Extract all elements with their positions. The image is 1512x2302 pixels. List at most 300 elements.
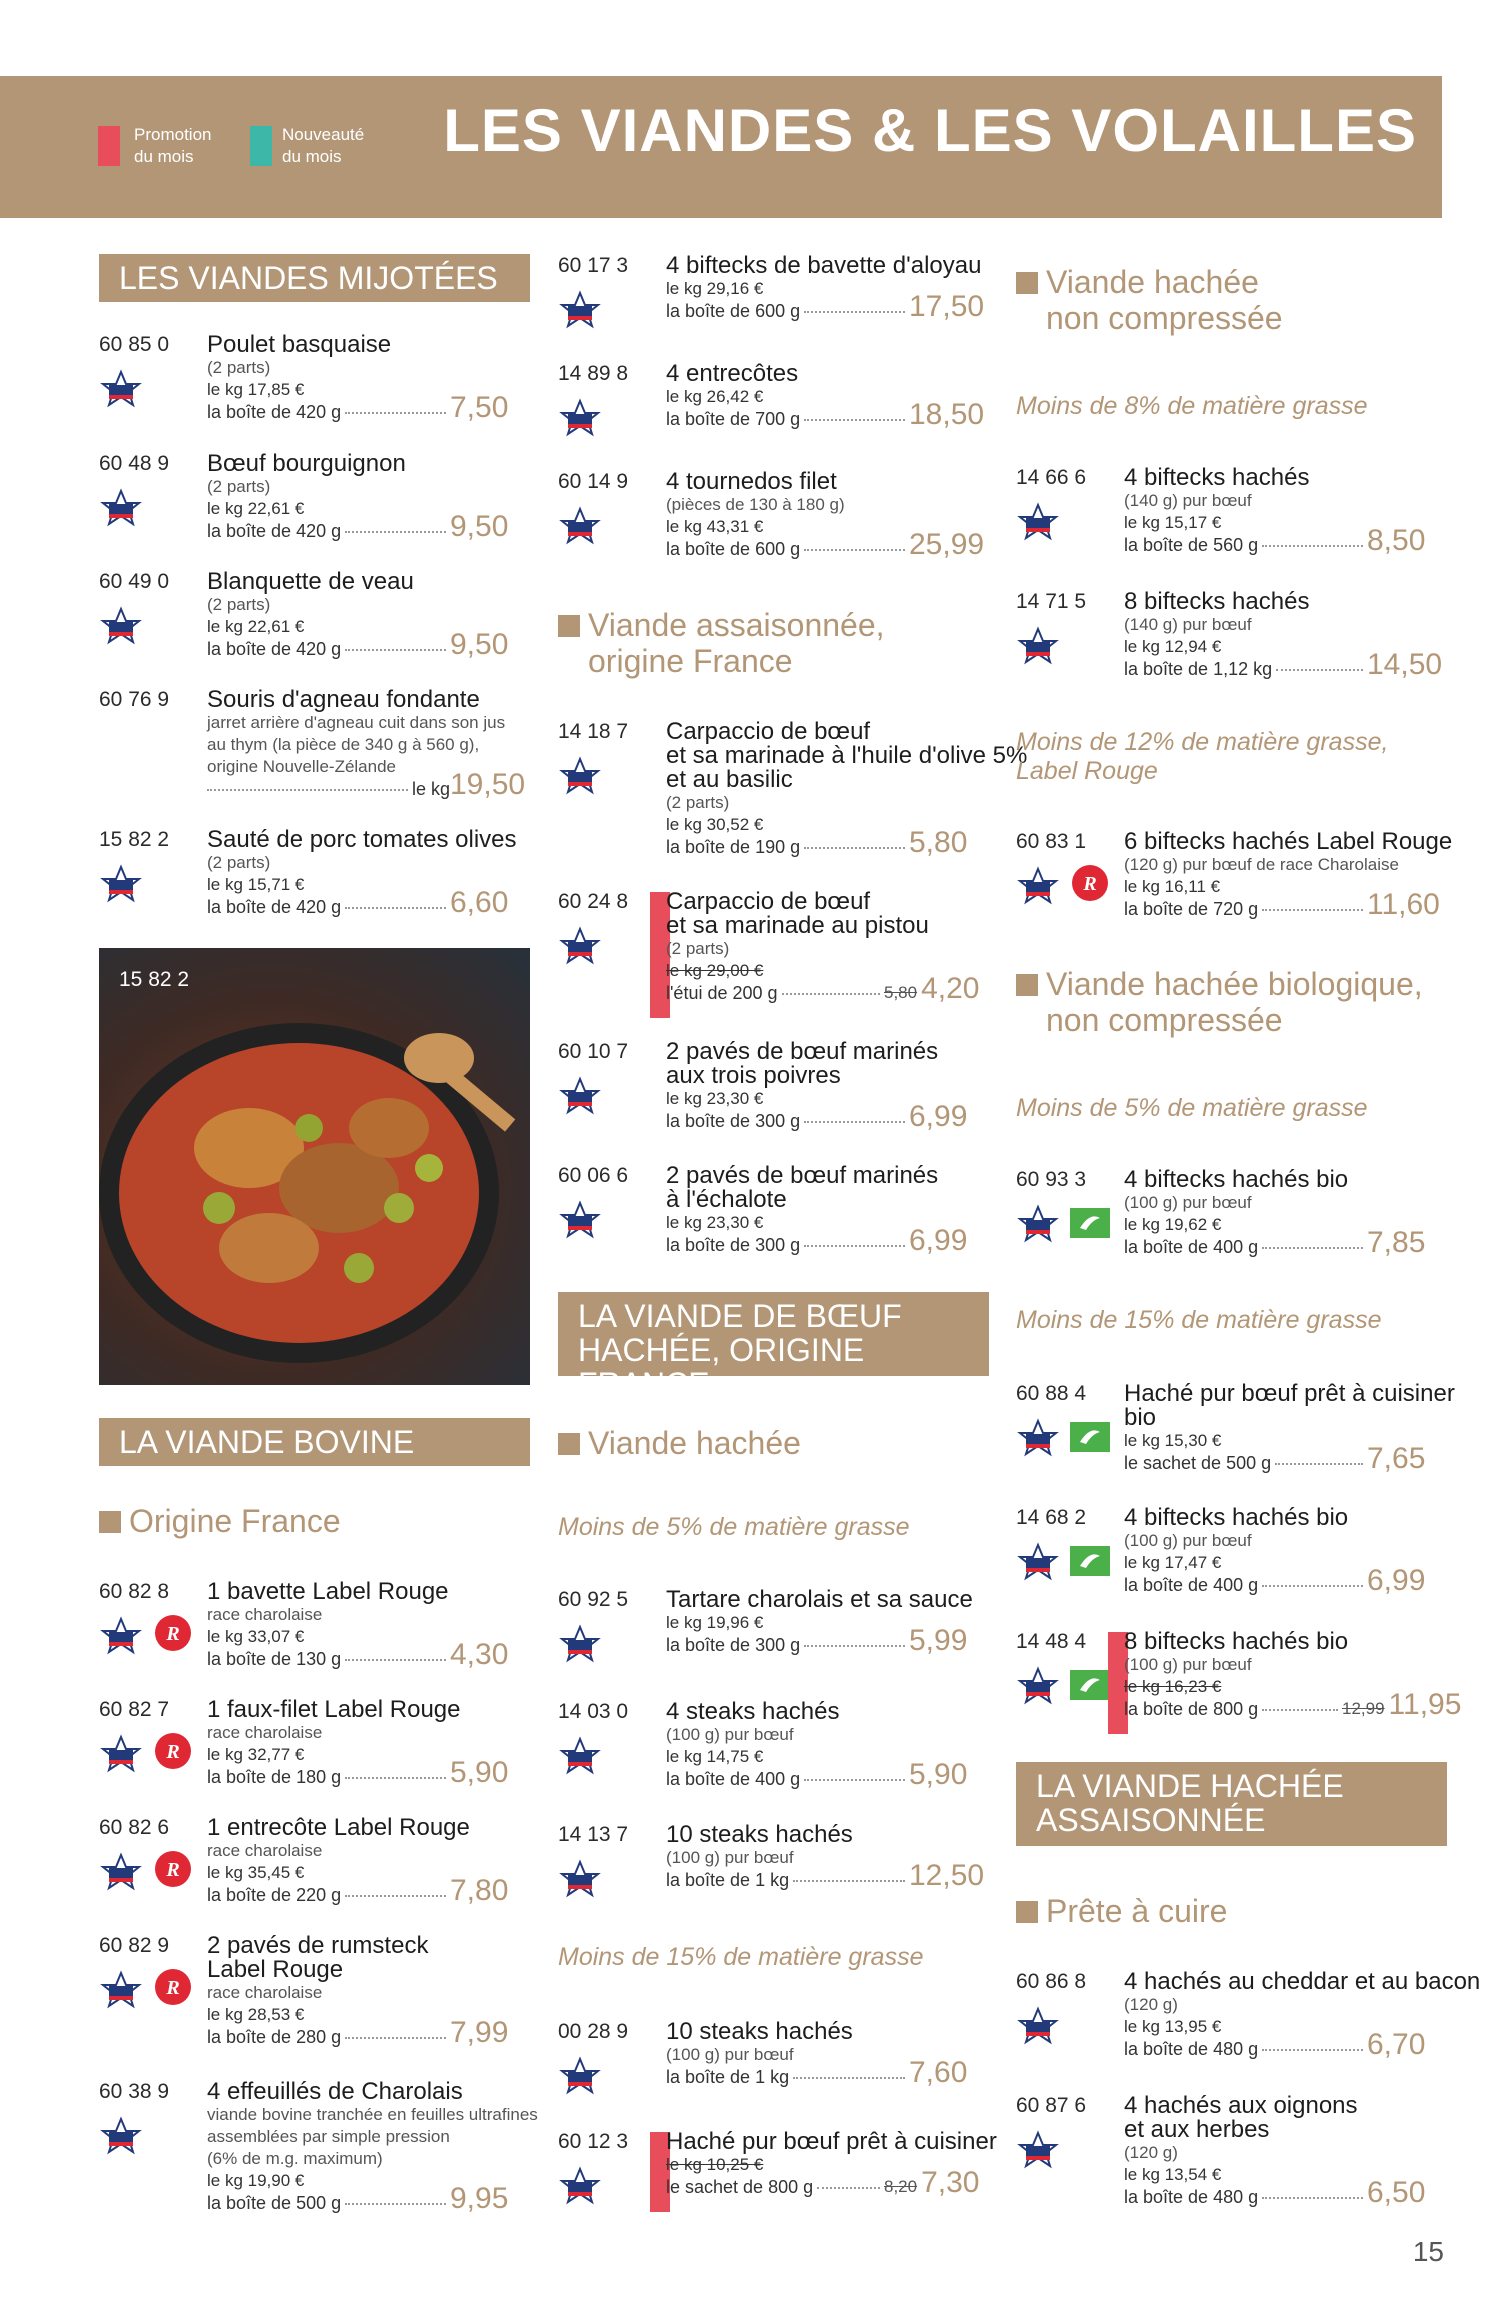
product-detail: (6% de m.g. maximum) [207, 2149, 383, 2168]
price-per-kg: le kg 32,77 € [207, 1745, 305, 1764]
product-detail: (100 g) pur bœuf [666, 1848, 794, 1867]
square-bullet-icon [558, 1433, 580, 1455]
price-per-kg: le kg 19,90 € [207, 2171, 305, 2190]
origin-france-icon [558, 506, 602, 548]
price-per-kg: le kg 15,71 € [207, 875, 305, 894]
current-price: 6,70 [1367, 2028, 1426, 2061]
product-name: 4 tournedos filet [666, 468, 837, 495]
origin-france-icon [558, 1859, 602, 1901]
current-price: 9,50 [450, 628, 509, 661]
unit-line [1124, 1574, 1367, 1596]
unit-line [666, 1869, 909, 1891]
criteria-c3_15: Moins de 15% de matière grasse [1016, 1306, 1382, 1334]
product-price [909, 1624, 967, 1658]
subsection-label: Prête à cuire [1046, 1893, 1228, 1929]
price-per-kg: le kg 26,42 € [666, 387, 764, 406]
price-per-kg: le kg 16,11 € [1124, 877, 1221, 896]
unit-label: la boîte de 1 kg [666, 1870, 790, 1890]
subsection-non_compressee [1016, 264, 1283, 336]
product-name-line2: aux trois poivres [666, 1062, 841, 1089]
product-code: 60 87 6 [1016, 2094, 1087, 2117]
product-name: 4 biftecks hachés bio [1124, 1166, 1349, 1193]
current-price: 25,99 [909, 528, 985, 561]
product-name: Poulet basquaise [207, 331, 392, 358]
origin-france-icon [558, 756, 602, 798]
dot-leader [1262, 2049, 1363, 2051]
section-title-hachee: LA VIANDE DE BŒUF HACHÉE, ORIGINE FRANCE [558, 1292, 989, 1376]
dot-leader [345, 907, 446, 909]
unit-line [1124, 2038, 1367, 2060]
origin-france-icon [99, 864, 143, 906]
criteria-c3_8: Moins de 8% de matière grasse [1016, 392, 1368, 420]
unit-line [207, 1648, 450, 1670]
unit-label: la boîte de 420 g [207, 521, 342, 541]
current-price: 7,80 [450, 1874, 509, 1907]
unit-label: le sachet de 800 g [666, 2177, 814, 2197]
price-per-kg: le kg 30,52 € [666, 815, 764, 834]
square-bullet-icon [99, 1511, 121, 1533]
unit-label: la boîte de 420 g [207, 639, 342, 659]
organic-ab-icon [1068, 1420, 1112, 1462]
product-price [909, 1224, 967, 1258]
product-code: 60 12 3 [558, 2130, 629, 2153]
current-price: 5,90 [909, 1758, 968, 1791]
unit-line [207, 1766, 450, 1788]
unit-line [666, 982, 884, 1004]
dot-leader [345, 2203, 446, 2205]
price-per-kg: le kg 19,62 € [1124, 1215, 1222, 1234]
origin-france-icon [558, 290, 602, 332]
unit-line [1124, 1236, 1367, 1258]
photo-code: 15 82 2 [119, 968, 190, 991]
svg-text:R: R [166, 1859, 180, 1881]
product-code: 60 06 6 [558, 1164, 629, 1187]
price-per-kg [666, 2154, 763, 2176]
organic-ab-icon [1068, 1544, 1112, 1586]
product-detail: (pièces de 130 à 180 g) [666, 495, 845, 514]
product-detail: (100 g) pur bœuf [1124, 1531, 1252, 1550]
dot-leader [804, 1245, 905, 1247]
product-code: 60 10 7 [558, 1040, 629, 1063]
section-title-bovine: LA VIANDE BOVINE [99, 1418, 530, 1466]
current-price: 7,85 [1367, 1226, 1426, 1259]
dot-leader [793, 2077, 905, 2079]
product-detail: (120 g) [1124, 2143, 1178, 2162]
product-detail: (2 parts) [207, 595, 271, 614]
unit-line [1124, 2186, 1367, 2208]
new-legend: Nouveauté du mois [282, 125, 365, 166]
current-price: 5,99 [909, 1624, 968, 1657]
product-detail: race charolaise [207, 1605, 323, 1624]
product-price [450, 1874, 508, 1908]
product-code: 60 82 7 [99, 1698, 170, 1721]
product-code: 60 82 8 [99, 1580, 170, 1603]
current-price: 5,90 [450, 1756, 509, 1789]
product-price [450, 510, 508, 544]
unit-line [207, 778, 450, 800]
product-price [1367, 2028, 1425, 2062]
unit-label: la boîte de 180 g [207, 1767, 342, 1787]
product-name: Haché pur bœuf prêt à cuisiner [666, 2128, 997, 2155]
product-name: Carpaccio de bœuf [666, 888, 871, 915]
product-detail: (2 parts) [207, 853, 271, 872]
unit-line [666, 408, 909, 430]
product-name-line2: et sa marinade au pistou [666, 912, 929, 939]
unit-label: la boîte de 600 g [666, 539, 801, 559]
unit-label: la boîte de 480 g [1124, 2039, 1259, 2059]
current-price: 4,30 [450, 1638, 509, 1671]
product-name: 1 faux-filet Label Rouge [207, 1696, 461, 1723]
unit-label: la boîte de 500 g [207, 2193, 342, 2213]
new-swatch [250, 126, 272, 166]
product-name: Blanquette de veau [207, 568, 414, 595]
dot-leader [804, 1779, 905, 1781]
label-rouge-icon [151, 1966, 195, 2008]
current-price: 12,50 [909, 1859, 985, 1892]
product-detail: assemblées par simple pression [207, 2127, 450, 2146]
product-name: 4 entrecôtes [666, 360, 799, 387]
dot-leader [345, 1659, 446, 1661]
origin-france-icon [1016, 502, 1060, 544]
price-per-kg: le kg 35,45 € [207, 1863, 305, 1882]
current-price: 9,50 [450, 510, 509, 543]
product-name-line2: à l'échalote [666, 1186, 787, 1213]
unit-label: l'étui de 200 g [666, 983, 778, 1003]
subsection-prete [1016, 1893, 1227, 1929]
origin-france-icon [1016, 626, 1060, 668]
current-price: 5,80 [909, 826, 968, 859]
product-detail: (120 g) pur bœuf de race Charolaise [1124, 855, 1399, 874]
dot-leader [804, 419, 905, 421]
product-code: 60 14 9 [558, 470, 629, 493]
dot-leader [1262, 1247, 1363, 1249]
product-name-line3: et au basilic [666, 766, 793, 793]
dot-leader [804, 549, 905, 551]
current-price: 7,65 [1367, 1442, 1426, 1475]
dot-leader [817, 2187, 880, 2189]
unit-label: la boîte de 420 g [207, 402, 342, 422]
unit-line [666, 300, 909, 322]
unit-line [666, 1110, 909, 1132]
product-detail: (2 parts) [666, 939, 730, 958]
origin-france-icon [558, 926, 602, 968]
product-code: 60 93 3 [1016, 1168, 1087, 1191]
product-name: 10 steaks hachés [666, 1821, 853, 1848]
product-name-line2: Label Rouge [207, 1956, 344, 1983]
product-code: 14 66 6 [1016, 466, 1087, 489]
product-name: 2 pavés de bœuf marinés [666, 1038, 939, 1065]
dot-leader [345, 412, 446, 414]
dot-leader [793, 1880, 905, 1882]
dot-leader [1262, 2197, 1363, 2199]
unit-label: la boîte de 220 g [207, 1885, 342, 1905]
subsection-label: Viande assaisonnée, origine France [588, 607, 885, 679]
product-code: 60 85 0 [99, 333, 170, 356]
old-price: 5,80 [884, 983, 918, 1002]
product-code: 60 48 9 [99, 452, 170, 475]
product-price [909, 2056, 967, 2090]
product-detail: (140 g) pur bœuf [1124, 615, 1252, 634]
product-code: 60 76 9 [99, 688, 170, 711]
product-name: 4 biftecks de bavette d'aloyau [666, 252, 982, 279]
square-bullet-icon [558, 615, 580, 637]
product-name: 8 biftecks hachés [1124, 588, 1310, 615]
product-name: 8 biftecks hachés bio [1124, 1628, 1349, 1655]
price-per-kg: le kg 28,53 € [207, 2005, 305, 2024]
product-price [909, 1859, 984, 1893]
price-per-kg: le kg 22,61 € [207, 617, 305, 636]
product-name: Haché pur bœuf prêt à cuisiner [1124, 1380, 1455, 1407]
product-price [450, 2182, 508, 2216]
product-price [1367, 648, 1442, 682]
label-rouge-icon [151, 1730, 195, 1772]
sauteed-pork-illustration [99, 948, 530, 1385]
unit-line [1124, 898, 1367, 920]
origin-france-icon [99, 1970, 143, 2012]
label-rouge-icon [151, 1848, 195, 1890]
origin-france-icon [558, 1736, 602, 1778]
page-title: LES VIANDES & LES VOLAILLES [443, 97, 1417, 164]
product-detail: race charolaise [207, 1841, 323, 1860]
current-price: 7,50 [450, 391, 509, 424]
product-price [884, 2166, 979, 2200]
section-title-hachee_assaisonnee: LA VIANDE HACHÉE ASSAISONNÉE [1016, 1762, 1447, 1846]
dot-leader [782, 993, 880, 995]
product-code: 60 83 1 [1016, 830, 1087, 853]
product-name: Carpaccio de bœuf [666, 718, 871, 745]
product-code: 14 13 7 [558, 1823, 629, 1846]
unit-line [666, 1634, 909, 1656]
square-bullet-icon [1016, 1901, 1038, 1923]
current-price: 17,50 [909, 290, 985, 323]
product-price [909, 398, 984, 432]
unit-line [666, 1234, 909, 1256]
product-detail: (100 g) pur bœuf [666, 2045, 794, 2064]
criteria-c3_12: Moins de 12% de matière grasse, Label Rouge [1016, 728, 1389, 785]
unit-label: la boîte de 1,12 kg [1124, 659, 1273, 679]
price-per-kg: le kg 33,07 € [207, 1627, 305, 1646]
product-name: 4 steaks hachés [666, 1698, 840, 1725]
product-code: 60 86 8 [1016, 1970, 1087, 1993]
subsection-label: Viande hachée non compressée [1046, 264, 1283, 336]
unit-line [207, 1884, 450, 1906]
product-detail: (120 g) [1124, 1995, 1178, 2014]
old-price: 12,99 [1342, 1699, 1385, 1718]
unit-label: le sachet de 500 g [1124, 1453, 1272, 1473]
subsection-bio_non_compressee [1016, 966, 1423, 1038]
unit-label: la boîte de 800 g [1124, 1699, 1259, 1719]
product-name: 4 biftecks hachés bio [1124, 1504, 1349, 1531]
product-price [450, 628, 508, 662]
current-price: 6,50 [1367, 2176, 1426, 2209]
product-price [909, 826, 967, 860]
current-price: 11,60 [1367, 888, 1440, 921]
product-name: 6 biftecks hachés Label Rouge [1124, 828, 1453, 855]
product-photo [99, 948, 530, 1385]
unit-line [666, 836, 909, 858]
unit-line [207, 2192, 450, 2214]
product-code: 14 68 2 [1016, 1506, 1087, 1529]
unit-label: la boîte de 190 g [666, 837, 801, 857]
label-rouge-icon [1068, 862, 1112, 904]
current-price: 9,95 [450, 2182, 509, 2215]
current-price: 14,50 [1367, 648, 1443, 681]
unit-label: la boîte de 560 g [1124, 535, 1259, 555]
product-price [1367, 2176, 1425, 2210]
origin-france-icon [558, 2056, 602, 2098]
product-price [450, 768, 525, 802]
product-detail: jarret arrière d'agneau cuit dans son jus [207, 713, 506, 732]
product-code: 60 17 3 [558, 254, 629, 277]
unit-label: la boîte de 400 g [1124, 1575, 1259, 1595]
origin-france-icon [1016, 1666, 1060, 1708]
product-price [909, 1100, 967, 1134]
unit-label: la boîte de 420 g [207, 897, 342, 917]
price-per-kg: le kg 19,96 € [666, 1613, 764, 1632]
criteria-c2_5: Moins de 5% de matière grasse [558, 1513, 910, 1541]
origin-france-icon [558, 1200, 602, 1242]
product-price [1367, 524, 1425, 558]
criteria-c3_5: Moins de 5% de matière grasse [1016, 1094, 1368, 1122]
product-name: 4 hachés au cheddar et au bacon [1124, 1968, 1481, 1995]
origin-france-icon [1016, 866, 1060, 908]
product-price [1367, 1442, 1425, 1476]
dot-leader [1262, 1709, 1338, 1711]
product-price [884, 972, 979, 1006]
dot-leader [804, 847, 905, 849]
product-name: Souris d'agneau fondante [207, 686, 480, 713]
unit-line [1124, 1452, 1367, 1474]
price-per-kg: le kg 17,47 € [1124, 1553, 1222, 1572]
origin-france-icon [558, 1624, 602, 1666]
product-name-line2: et sa marinade à l'huile d'olive 5% [666, 742, 1028, 769]
svg-text:R: R [166, 1623, 180, 1645]
subsection-label: Viande hachée biologique, non compressée [1046, 966, 1423, 1038]
price-per-kg: le kg 12,94 € [1124, 637, 1222, 656]
dot-leader [345, 649, 446, 651]
unit-line [1124, 658, 1367, 680]
price-per-kg: le kg 23,30 € [666, 1089, 764, 1108]
origin-france-icon [558, 398, 602, 440]
product-price [909, 1758, 967, 1792]
product-price [450, 391, 508, 425]
organic-ab-icon [1068, 1668, 1112, 1710]
subsection-origine_france [99, 1503, 341, 1539]
current-price: 7,60 [909, 2056, 968, 2089]
dot-leader [345, 531, 446, 533]
old-price: 8,20 [884, 2177, 918, 2196]
product-name: Bœuf bourguignon [207, 450, 406, 477]
product-name: 2 pavés de bœuf marinés [666, 1162, 939, 1189]
product-name: Sauté de porc tomates olives [207, 826, 517, 853]
unit-label: la boîte de 280 g [207, 2027, 342, 2047]
product-code: 14 03 0 [558, 1700, 629, 1723]
product-code: 00 28 9 [558, 2020, 629, 2043]
origin-france-icon [99, 606, 143, 648]
product-detail: (100 g) pur bœuf [1124, 1655, 1252, 1674]
page-header [0, 76, 1442, 218]
section-title-mijotees: LES VIANDES MIJOTÉES [99, 254, 530, 302]
unit-line [666, 1768, 909, 1790]
current-price: 6,99 [909, 1224, 968, 1257]
product-code: 60 82 6 [99, 1816, 170, 1839]
product-price [1367, 1226, 1425, 1260]
unit-line [666, 538, 909, 560]
dot-leader [1262, 545, 1363, 547]
origin-france-icon [99, 1852, 143, 1894]
product-price [1342, 1688, 1461, 1722]
unit-line [666, 2176, 884, 2198]
origin-france-icon [1016, 1542, 1060, 1584]
product-name: 1 entrecôte Label Rouge [207, 1814, 470, 1841]
unit-label: la boîte de 300 g [666, 1235, 801, 1255]
price-per-kg: le kg 43,31 € [666, 517, 764, 536]
unit-line [1124, 534, 1367, 556]
unit-label: la boîte de 400 g [666, 1769, 801, 1789]
dot-leader [1262, 1585, 1363, 1587]
dot-leader [345, 1895, 446, 1897]
product-detail: origine Nouvelle-Zélande [207, 757, 397, 776]
origin-france-icon [1016, 1418, 1060, 1460]
price-per-kg: le kg 15,30 € [1124, 1431, 1222, 1450]
origin-france-icon [99, 1734, 143, 1776]
unit-line [666, 2066, 909, 2088]
product-detail: viande bovine tranchée en feuilles ultrafines [207, 2105, 538, 2124]
organic-ab-icon [1068, 1206, 1112, 1248]
product-detail: (2 parts) [207, 358, 271, 377]
product-code: 60 92 5 [558, 1588, 629, 1611]
unit-label: la boîte de 1 kg [666, 2067, 790, 2087]
unit-line [207, 2026, 450, 2048]
current-price: 11,95 [1388, 1688, 1462, 1721]
price-per-kg: le kg 14,75 € [666, 1747, 764, 1766]
unit-label: la boîte de 720 g [1124, 899, 1259, 919]
product-code: 60 24 8 [558, 890, 629, 913]
current-price: 6,99 [1367, 1564, 1426, 1597]
product-name: 4 hachés aux oignons [1124, 2092, 1358, 2119]
current-price: 18,50 [909, 398, 985, 431]
unit-label: la boîte de 400 g [1124, 1237, 1259, 1257]
price-per-kg: le kg 29,16 € [666, 279, 764, 298]
product-detail: race charolaise [207, 1983, 323, 2002]
product-detail: (2 parts) [666, 793, 730, 812]
criteria-c2_15: Moins de 15% de matière grasse [558, 1943, 924, 1971]
origin-france-icon [99, 1616, 143, 1658]
price-per-kg-struck: le kg 29,00 € [666, 961, 764, 980]
origin-france-icon [1016, 2006, 1060, 2048]
dot-leader [1276, 669, 1363, 671]
svg-text:R: R [166, 1741, 180, 1763]
current-price: 7,99 [450, 2016, 509, 2049]
product-code: 60 82 9 [99, 1934, 170, 1957]
dot-leader [804, 311, 905, 313]
product-name: 4 biftecks hachés [1124, 464, 1310, 491]
page-number: 15 [1412, 2236, 1444, 2267]
unit-label: le kg [411, 779, 450, 799]
dot-leader [345, 1777, 446, 1779]
price-per-kg: le kg 15,17 € [1124, 513, 1222, 532]
product-detail: (140 g) pur bœuf [1124, 491, 1252, 510]
subsection-label: Viande hachée [588, 1425, 801, 1461]
price-per-kg: le kg 23,30 € [666, 1213, 764, 1232]
label-rouge-icon [151, 1612, 195, 1654]
subsection-assaisonnee [558, 607, 885, 679]
product-code: 60 88 4 [1016, 1382, 1087, 1405]
origin-france-icon [99, 2116, 143, 2158]
product-detail: (100 g) pur bœuf [1124, 1193, 1252, 1212]
origin-france-icon [1016, 1204, 1060, 1246]
unit-label: la boîte de 300 g [666, 1635, 801, 1655]
